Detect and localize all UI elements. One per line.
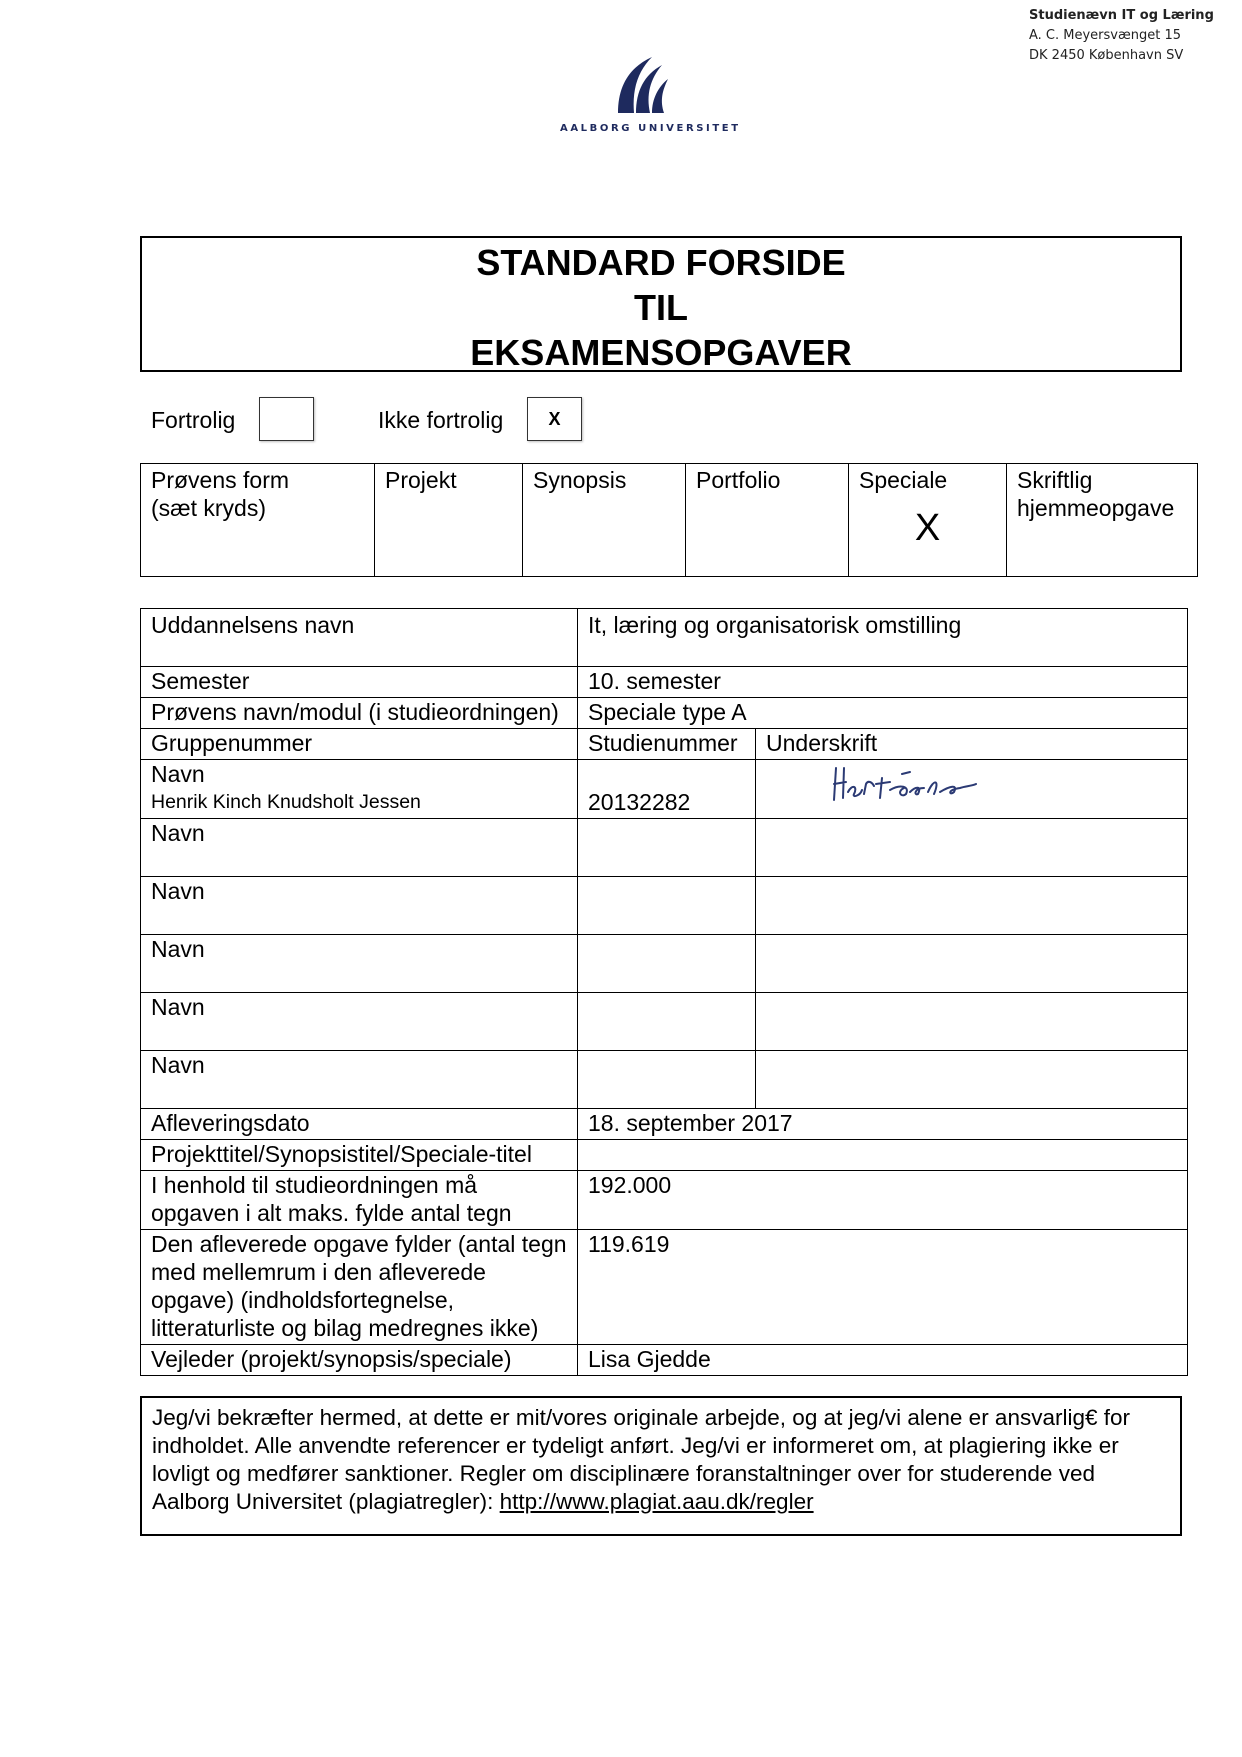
member-label: Navn [151, 878, 205, 904]
member-signature [756, 760, 1188, 819]
table-row [141, 729, 1188, 760]
declaration-box [140, 1396, 1182, 1536]
exam-name-label: Prøvens navn/modul (i studieordningen) [141, 698, 578, 729]
university-logo [560, 55, 741, 145]
table-row [141, 935, 1188, 993]
declaration-text: Jeg/vi bekræfter hermed, at dette er mit/vores originale arbejde, og at jeg/vi alene er ansvarlig€ for indholdet. Alle anvendte referencer er tydeligt anført. Jeg/vi er informeret om, at plagiering ikke er lovligt og medfører sanktioner. Regler om disciplinære foranstaltninger over for studerende ved Aalborg Universitet (plagiatregler): [152, 1405, 1131, 1514]
group-label: Gruppenummer [141, 729, 578, 760]
option-mark: X [914, 507, 941, 549]
education-label: Uddannelsens navn [141, 609, 578, 667]
member-name: Henrik Kinch Knudsholt Jessen [151, 791, 421, 813]
option-label: Skriftlig hjemmeopgave [1017, 467, 1175, 521]
logo-text: AALBORG UNIVERSITET [560, 123, 741, 134]
table-row [141, 877, 1188, 935]
member-label: Navn [151, 936, 205, 962]
option-label: Speciale [859, 467, 948, 493]
handwritten-signature [830, 764, 980, 804]
member-label: Navn [151, 761, 205, 787]
exam-form-option-projekt[interactable] [375, 464, 523, 577]
delivery-date-label: Afleveringsdato [141, 1109, 578, 1140]
exam-form-hint: (sæt kryds) [151, 495, 266, 521]
title-line-1: STANDARD FORSIDE [476, 242, 846, 283]
member-signature [756, 935, 1188, 993]
actual-chars-value: 119.619 [578, 1230, 1188, 1345]
member-signature [756, 1051, 1188, 1109]
table-row [141, 698, 1188, 729]
semester-label: Semester [141, 667, 578, 698]
table-row [141, 1345, 1188, 1376]
exam-form-option-skriftlig[interactable] [1007, 464, 1198, 577]
plagiarism-rules-link[interactable]: http://www.plagiat.aau.dk/regler [499, 1489, 814, 1514]
member-student-no [578, 993, 756, 1051]
table-row [141, 819, 1188, 877]
max-chars-label: I henhold til studieordningen må opgaven i alt maks. fylde antal tegn [141, 1171, 578, 1230]
exam-form-table [140, 463, 1198, 577]
table-row [141, 1140, 1188, 1171]
supervisor-label: Vejleder (projekt/synopsis/speciale) [141, 1345, 578, 1376]
exam-form-label-cell [141, 464, 375, 577]
table-row [141, 1109, 1188, 1140]
supervisor-value: Lisa Gjedde [578, 1345, 1188, 1376]
exam-form-label: Prøvens form [151, 467, 290, 493]
project-title-value [578, 1140, 1188, 1171]
title-line-3: EKSAMENSOPGAVER [470, 332, 852, 373]
option-label: Synopsis [533, 467, 627, 493]
education-value: It, læring og organisatorisk omstilling [578, 609, 1188, 667]
logo-mark-icon [610, 55, 670, 115]
member-student-no [578, 819, 756, 877]
exam-name-value: Speciale type A [578, 698, 1188, 729]
member-name-cell [141, 935, 578, 993]
member-label: Navn [151, 994, 205, 1020]
actual-chars-label: Den afleverede opgave fylder (antal tegn med mellemrum i den afleverede opgave) (indholdsfortegnelse, litteraturliste og bilag medregnes ikke) [141, 1230, 578, 1345]
title-box [140, 236, 1182, 372]
table-row [141, 1051, 1188, 1109]
member-signature [756, 993, 1188, 1051]
signature-header: Underskrift [756, 729, 1188, 760]
exam-form-option-portfolio[interactable] [686, 464, 849, 577]
member-student-no [578, 1051, 756, 1109]
title-line-2: TIL [634, 287, 688, 328]
not-confidential-checkbox[interactable]: X [527, 397, 582, 441]
max-chars-value: 192.000 [578, 1171, 1188, 1230]
table-row [141, 1230, 1188, 1345]
member-name-cell [141, 819, 578, 877]
semester-value: 10. semester [578, 667, 1188, 698]
member-name-cell [141, 877, 578, 935]
member-student-no [578, 935, 756, 993]
table-row [141, 760, 1188, 819]
exam-form-option-speciale[interactable] [849, 464, 1007, 577]
member-name-cell [141, 993, 578, 1051]
member-signature [756, 877, 1188, 935]
member-signature [756, 819, 1188, 877]
not-confidential-label: Ikke fortrolig [378, 407, 504, 433]
exam-form-option-synopsis[interactable] [523, 464, 686, 577]
info-table [140, 608, 1188, 1376]
student-no-header: Studienummer [578, 729, 756, 760]
member-name-cell [141, 760, 578, 819]
address-street: A. C. Meyersvænget 15 [1029, 28, 1182, 43]
member-name-cell [141, 1051, 578, 1109]
member-student-no: 20132282 [578, 760, 756, 819]
address-city: DK 2450 København SV [1029, 48, 1184, 63]
table-row [141, 1171, 1188, 1230]
address-block [1029, 6, 1214, 66]
table-row [141, 993, 1188, 1051]
address-org: Studienævn IT og Læring [1029, 8, 1214, 23]
option-label: Portfolio [696, 467, 781, 493]
delivery-date-value: 18. september 2017 [578, 1109, 1188, 1140]
confidential-label: Fortrolig [151, 407, 236, 433]
member-student-no [578, 877, 756, 935]
confidential-checkbox[interactable] [259, 397, 314, 441]
table-row [141, 667, 1188, 698]
option-label: Projekt [385, 467, 457, 493]
table-row [141, 609, 1188, 667]
project-title-label: Projekttitel/Synopsistitel/Speciale-titel [141, 1140, 578, 1171]
member-label: Navn [151, 1052, 205, 1078]
member-label: Navn [151, 820, 205, 846]
